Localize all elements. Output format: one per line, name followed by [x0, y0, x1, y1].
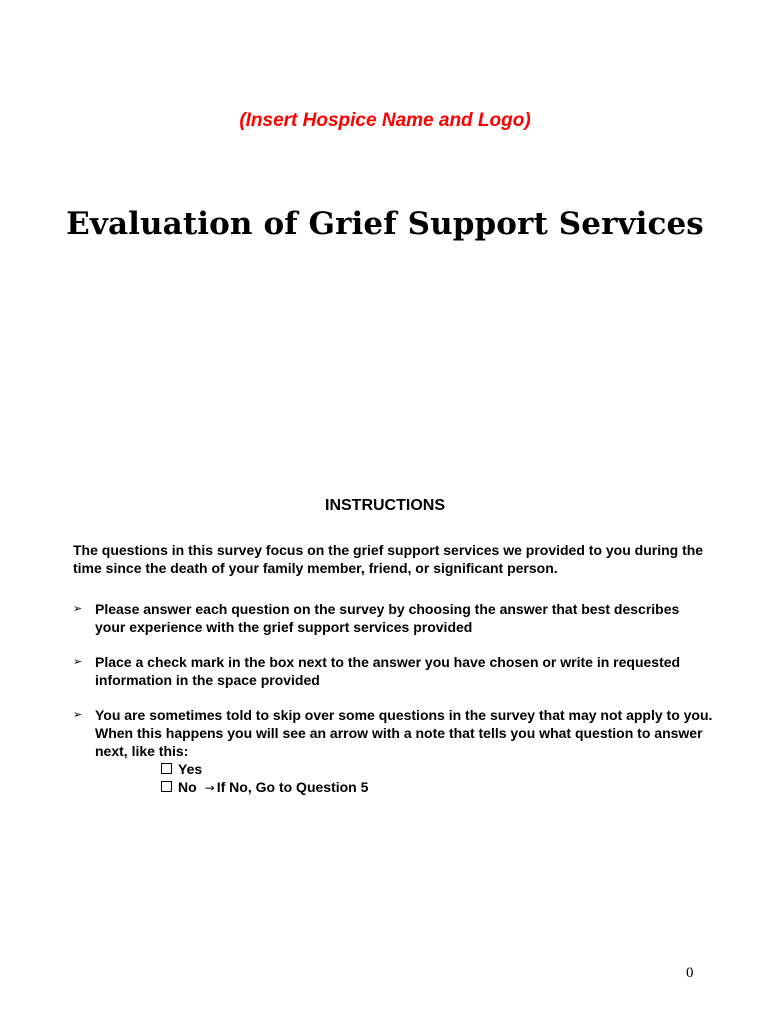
document-title: Evaluation of Grief Support Services [66, 206, 704, 242]
instructions-list [73, 600, 713, 814]
example-no-label: No [178, 779, 197, 795]
instructions-heading: INSTRUCTIONS [325, 497, 445, 514]
example-yes-label: Yes [178, 761, 203, 777]
skip-example [161, 760, 713, 797]
arrowhead-bullet-icon: ➢ [73, 708, 83, 721]
checkbox-icon [161, 763, 172, 774]
instruction-item [73, 653, 713, 689]
hospice-name-placeholder: (Insert Hospice Name and Logo) [239, 110, 531, 131]
example-no-row [161, 778, 713, 797]
instruction-item [73, 600, 713, 636]
instruction-item [73, 706, 713, 797]
right-arrow-icon: → [204, 781, 215, 795]
arrowhead-bullet-icon: ➢ [73, 602, 83, 615]
instruction-text: You are sometimes told to skip over some questions in the survey that may not apply to you. When this happens you will see an arrow with a note that tells you what question to answer next, like this: [95, 707, 713, 759]
example-yes-row [161, 760, 713, 778]
checkbox-icon [161, 781, 172, 792]
instructions-intro: The questions in this survey focus on the grief support services we provided to you during the time since the death of your family member, friend, or significant person. [73, 542, 704, 576]
instruction-text: Place a check mark in the box next to the answer you have chosen or write in requested information in the space provided [95, 654, 681, 688]
page-number: 0 [686, 965, 694, 981]
example-skip-note: If No, Go to Question 5 [216, 779, 369, 795]
instruction-text: Please answer each question on the survey by choosing the answer that best describes your experience with the grief support services provided [95, 601, 680, 635]
arrowhead-bullet-icon: ➢ [73, 655, 83, 668]
